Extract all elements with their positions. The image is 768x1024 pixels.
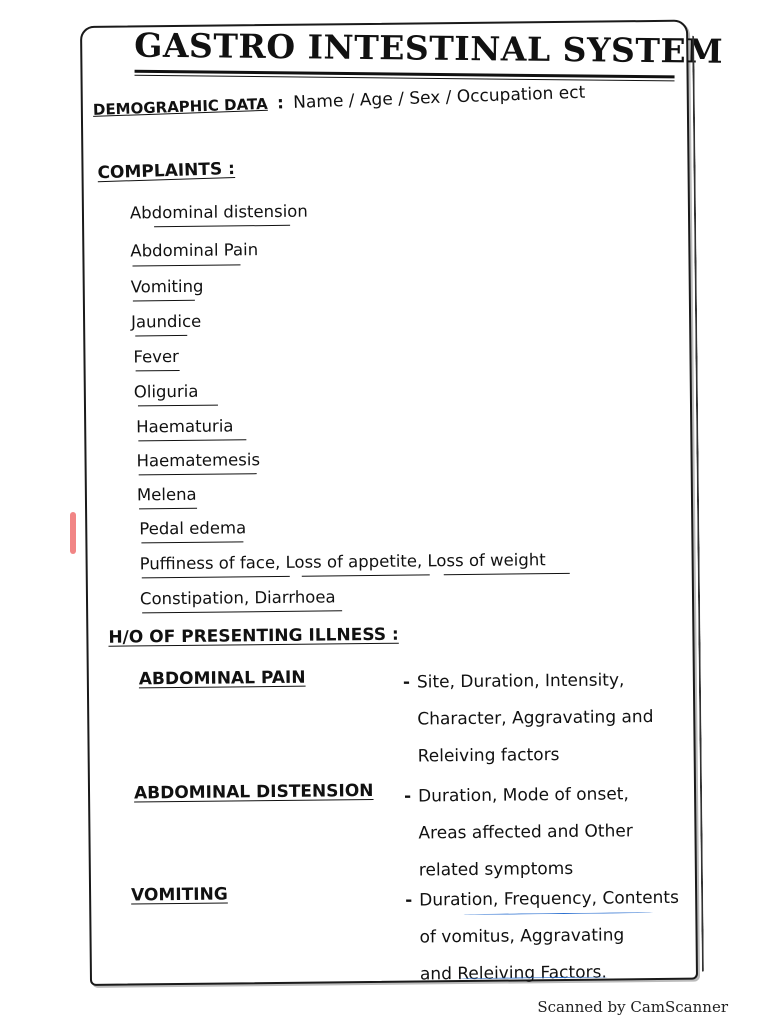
notebook-page (80, 20, 724, 986)
section-abdominal-distension-details (418, 776, 633, 889)
handwritten-underline (142, 576, 290, 579)
handwritten-underline (133, 300, 195, 302)
handwritten-underline (142, 610, 342, 613)
detail-line: Areas affected and Other (418, 821, 633, 844)
detail-line: Duration, Frequency, Contents (419, 887, 680, 911)
complaints-heading: COMPLAINTS : (97, 158, 236, 184)
detail-line: and Releiving Factors. (419, 962, 607, 985)
handwritten-underline (139, 473, 257, 475)
complaint-item: Melena (136, 484, 197, 505)
demographic-label: DEMOGRAPHIC DATA (92, 94, 268, 119)
detail-line: Site, Duration, Intensity, (416, 670, 625, 693)
demographic-line (93, 83, 586, 120)
edge-mark (70, 512, 76, 554)
detail-line: of vomitus, Aggravating (419, 925, 625, 948)
section-abdominal-pain-details (417, 662, 654, 775)
detail-line: Character, Aggravating and (417, 707, 654, 730)
handwritten-underline (141, 541, 243, 543)
complaint-item: Fever (133, 346, 180, 367)
handwritten-underline (136, 370, 180, 371)
demographic-value: Name / Age / Sex / Occupation ect (292, 82, 586, 113)
complaint-item: Abdominal Pain (130, 240, 259, 261)
detail-line: related symptoms (418, 858, 574, 881)
section-dash: - (405, 890, 413, 911)
handwritten-underline (139, 508, 197, 510)
scanner-watermark: Scanned by CamScanner (537, 998, 728, 1016)
handwritten-underline (138, 439, 246, 441)
complaint-item: Constipation, Diarrhoea (139, 587, 336, 609)
section-abdominal-pain-title: ABDOMINAL PAIN (138, 667, 306, 690)
handwritten-underline (444, 573, 570, 575)
complaint-item: Pedal edema (139, 518, 247, 539)
handwritten-underline (138, 405, 218, 407)
detail-line: Releiving factors (417, 745, 560, 767)
demographic-separator: : (276, 93, 285, 114)
handwritten-underline (154, 225, 290, 227)
complaint-item: Haematemesis (136, 450, 261, 471)
complaint-item: Haematuria (136, 416, 234, 437)
section-vomiting-title: VOMITING (131, 884, 228, 906)
page-title: GASTRO INTESTINAL SYSTEM (134, 25, 724, 71)
section-dash: - (402, 672, 411, 693)
complaint-item: Jaundice (131, 311, 202, 332)
section-abdominal-distension-title: ABDOMINAL DISTENSION (133, 780, 374, 804)
complaint-item: Abdominal distension (129, 201, 308, 223)
title-underline (135, 70, 675, 82)
complaint-item: Puffiness of face, Loss of appetite, Loss of weight (139, 550, 546, 574)
handwritten-underline (135, 335, 187, 337)
section-dash: - (403, 786, 412, 807)
complaint-item: Oliguria (133, 381, 199, 402)
presenting-illness-heading: H/O OF PRESENTING ILLNESS : (108, 624, 399, 648)
handwritten-underline (133, 264, 241, 266)
detail-line: Duration, Mode of onset, (417, 784, 629, 807)
handwritten-underline (302, 574, 430, 576)
complaint-item: Vomiting (130, 276, 204, 297)
